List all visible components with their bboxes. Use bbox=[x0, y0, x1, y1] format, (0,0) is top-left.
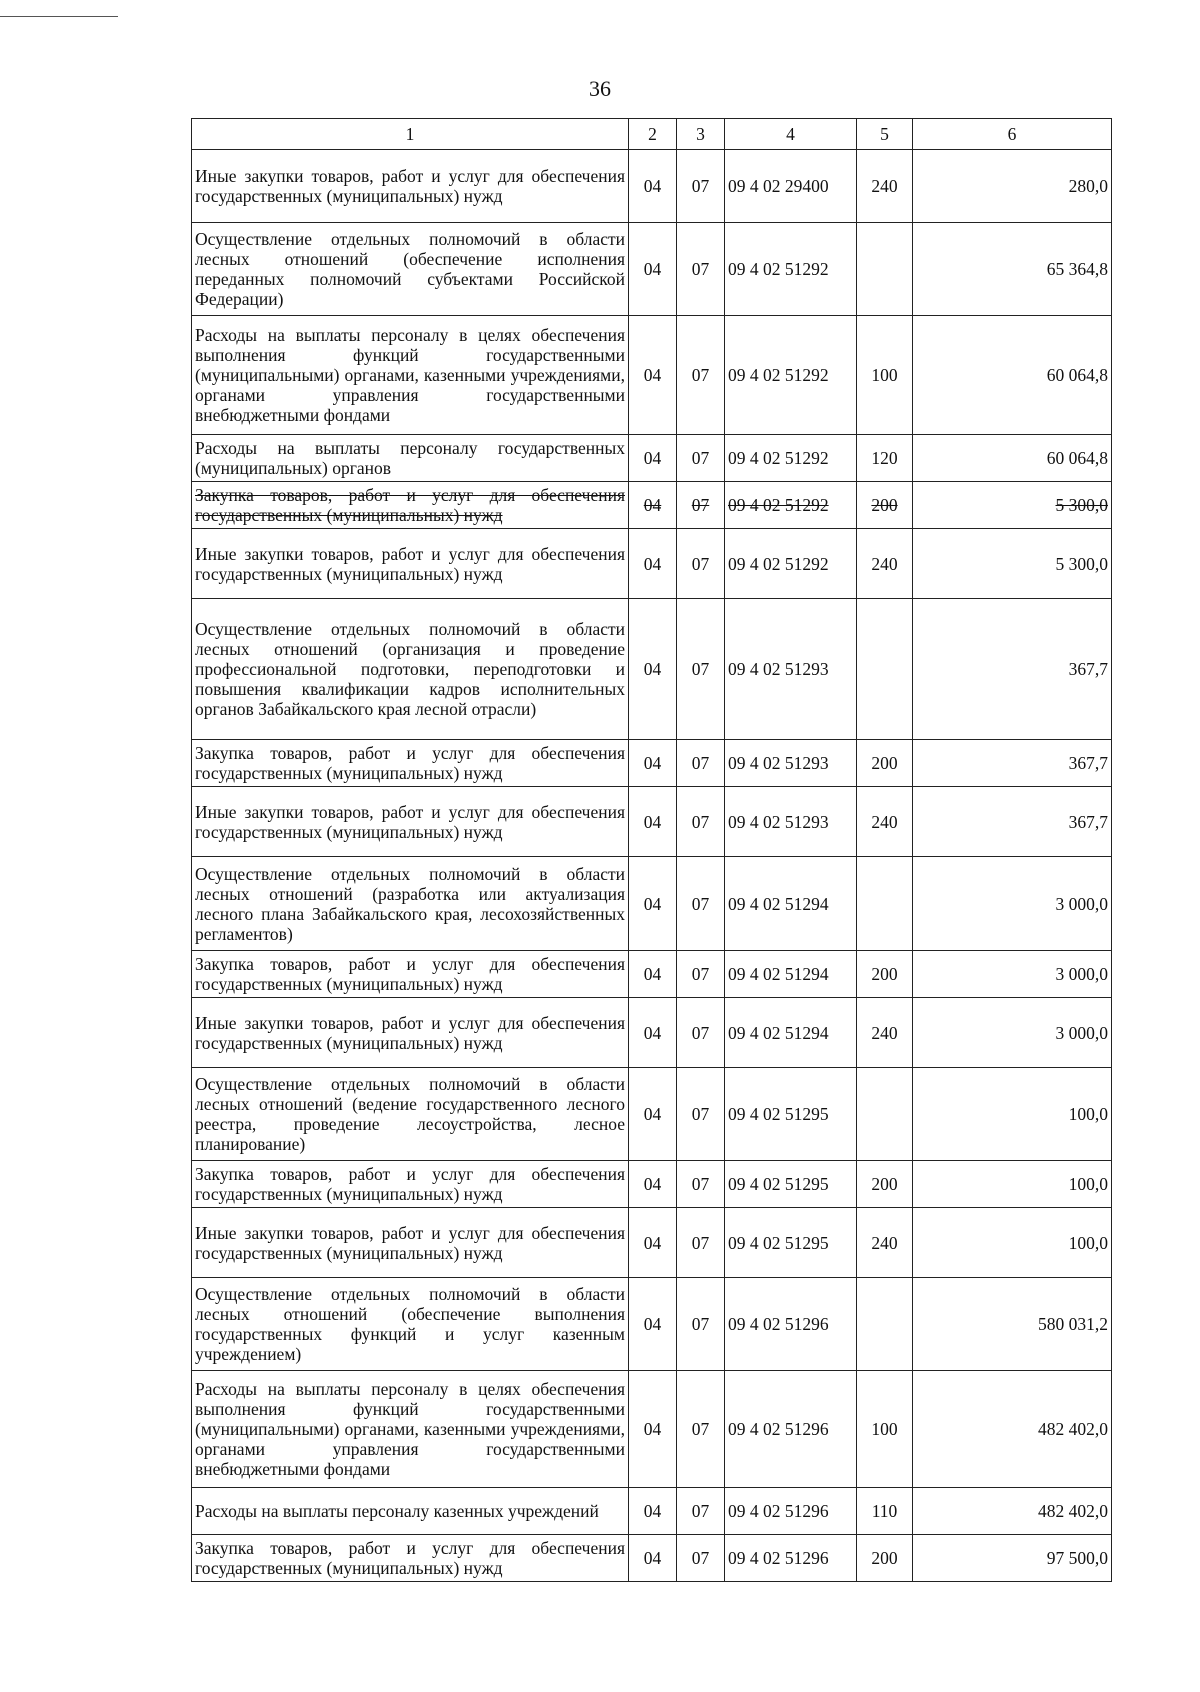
header-cell: 5 bbox=[857, 119, 913, 150]
expense-type-code bbox=[857, 223, 913, 316]
expense-name: Осуществление отдельных полномочий в области лесных отношений (ведение государственного лесного реестра, проведение лесоустройства, лесное планирование) bbox=[192, 1068, 629, 1161]
header-cell: 3 bbox=[677, 119, 725, 150]
target-article-code: 09 4 02 51295 bbox=[725, 1208, 857, 1278]
target-article-code: 09 4 02 51296 bbox=[725, 1278, 857, 1371]
expense-name: Иные закупки товаров, работ и услуг для обеспечения государственных (муниципальных) нужд bbox=[192, 998, 629, 1068]
subsection-code: 07 bbox=[677, 482, 725, 529]
expense-type-code bbox=[857, 1278, 913, 1371]
section-code: 04 bbox=[629, 740, 677, 787]
expense-name: Осуществление отдельных полномочий в области лесных отношений (организация и проведение профессиональной подготовки, переподготовки и повышения квалификации кадров исполнительных органов Забайкальского края лесной отрасли) bbox=[192, 599, 629, 740]
expense-type-code: 200 bbox=[857, 482, 913, 529]
target-article-code: 09 4 02 51292 bbox=[725, 316, 857, 435]
expense-type-code: 240 bbox=[857, 1208, 913, 1278]
subsection-code: 07 bbox=[677, 529, 725, 599]
subsection-code: 07 bbox=[677, 1068, 725, 1161]
expense-name: Расходы на выплаты персоналу государственных (муниципальных) органов bbox=[192, 435, 629, 482]
expense-type-code: 240 bbox=[857, 787, 913, 857]
target-article-code: 09 4 02 51296 bbox=[725, 1371, 857, 1488]
amount: 367,7 bbox=[913, 599, 1112, 740]
section-code: 04 bbox=[629, 1208, 677, 1278]
header-cell: 4 bbox=[725, 119, 857, 150]
header-cell: 2 bbox=[629, 119, 677, 150]
amount: 65 364,8 bbox=[913, 223, 1112, 316]
expense-type-code: 200 bbox=[857, 1535, 913, 1582]
expense-type-code: 240 bbox=[857, 150, 913, 223]
expense-name: Закупка товаров, работ и услуг для обеспечения государственных (муниципальных) нужд bbox=[192, 740, 629, 787]
amount: 482 402,0 bbox=[913, 1488, 1112, 1535]
subsection-code: 07 bbox=[677, 1371, 725, 1488]
target-article-code: 09 4 02 51293 bbox=[725, 599, 857, 740]
target-article-code: 09 4 02 51292 bbox=[725, 435, 857, 482]
section-code: 04 bbox=[629, 1068, 677, 1161]
amount: 482 402,0 bbox=[913, 1371, 1112, 1488]
subsection-code: 07 bbox=[677, 1535, 725, 1582]
table-row bbox=[192, 1208, 1112, 1278]
scan-edge-line bbox=[0, 16, 118, 17]
amount: 60 064,8 bbox=[913, 316, 1112, 435]
expense-name: Иные закупки товаров, работ и услуг для обеспечения государственных (муниципальных) нужд bbox=[192, 1208, 629, 1278]
target-article-code: 09 4 02 51293 bbox=[725, 787, 857, 857]
table-header-row bbox=[192, 119, 1112, 150]
table-row bbox=[192, 740, 1112, 787]
subsection-code: 07 bbox=[677, 1161, 725, 1208]
table-row bbox=[192, 787, 1112, 857]
subsection-code: 07 bbox=[677, 740, 725, 787]
table-row bbox=[192, 316, 1112, 435]
subsection-code: 07 bbox=[677, 787, 725, 857]
expense-name: Осуществление отдельных полномочий в области лесных отношений (обеспечение выполнения государственных функций и услуг казенным учреждением) bbox=[192, 1278, 629, 1371]
expense-name: Закупка товаров, работ и услуг для обеспечения государственных (муниципальных) нужд bbox=[192, 482, 629, 529]
amount: 3 000,0 bbox=[913, 857, 1112, 951]
section-code: 04 bbox=[629, 150, 677, 223]
expense-type-code bbox=[857, 599, 913, 740]
subsection-code: 07 bbox=[677, 998, 725, 1068]
amount: 580 031,2 bbox=[913, 1278, 1112, 1371]
table-row bbox=[192, 857, 1112, 951]
table-row bbox=[192, 150, 1112, 223]
subsection-code: 07 bbox=[677, 150, 725, 223]
section-code: 04 bbox=[629, 951, 677, 998]
target-article-code: 09 4 02 51295 bbox=[725, 1068, 857, 1161]
expense-name: Закупка товаров, работ и услуг для обеспечения государственных (муниципальных) нужд bbox=[192, 1535, 629, 1582]
section-code: 04 bbox=[629, 482, 677, 529]
subsection-code: 07 bbox=[677, 857, 725, 951]
header-cell: 6 bbox=[913, 119, 1112, 150]
amount: 97 500,0 bbox=[913, 1535, 1112, 1582]
target-article-code: 09 4 02 51296 bbox=[725, 1535, 857, 1582]
subsection-code: 07 bbox=[677, 1278, 725, 1371]
expense-name: Иные закупки товаров, работ и услуг для обеспечения государственных (муниципальных) нужд bbox=[192, 529, 629, 599]
expense-type-code: 100 bbox=[857, 316, 913, 435]
expense-type-code: 110 bbox=[857, 1488, 913, 1535]
amount: 60 064,8 bbox=[913, 435, 1112, 482]
budget-table bbox=[191, 118, 1112, 1582]
target-article-code: 09 4 02 51294 bbox=[725, 998, 857, 1068]
expense-name: Иные закупки товаров, работ и услуг для обеспечения государственных (муниципальных) нужд bbox=[192, 150, 629, 223]
table-row bbox=[192, 998, 1112, 1068]
target-article-code: 09 4 02 51295 bbox=[725, 1161, 857, 1208]
subsection-code: 07 bbox=[677, 599, 725, 740]
section-code: 04 bbox=[629, 787, 677, 857]
table-row bbox=[192, 1278, 1112, 1371]
amount: 5 300,0 bbox=[913, 482, 1112, 529]
target-article-code: 09 4 02 51293 bbox=[725, 740, 857, 787]
expense-type-code bbox=[857, 1068, 913, 1161]
table-row bbox=[192, 1371, 1112, 1488]
section-code: 04 bbox=[629, 857, 677, 951]
amount: 100,0 bbox=[913, 1208, 1112, 1278]
section-code: 04 bbox=[629, 529, 677, 599]
expense-type-code: 120 bbox=[857, 435, 913, 482]
expense-type-code bbox=[857, 857, 913, 951]
table-row bbox=[192, 1488, 1112, 1535]
expense-name: Расходы на выплаты персоналу казенных учреждений bbox=[192, 1488, 629, 1535]
subsection-code: 07 bbox=[677, 435, 725, 482]
section-code: 04 bbox=[629, 1488, 677, 1535]
amount: 100,0 bbox=[913, 1068, 1112, 1161]
amount: 367,7 bbox=[913, 787, 1112, 857]
table-row bbox=[192, 1535, 1112, 1582]
page-number: 36 bbox=[589, 76, 611, 101]
expense-type-code: 240 bbox=[857, 529, 913, 599]
expense-type-code: 200 bbox=[857, 1161, 913, 1208]
header-cell: 1 bbox=[192, 119, 629, 150]
subsection-code: 07 bbox=[677, 223, 725, 316]
amount: 367,7 bbox=[913, 740, 1112, 787]
section-code: 04 bbox=[629, 435, 677, 482]
section-code: 04 bbox=[629, 1161, 677, 1208]
target-article-code: 09 4 02 51296 bbox=[725, 1488, 857, 1535]
subsection-code: 07 bbox=[677, 951, 725, 998]
target-article-code: 09 4 02 51292 bbox=[725, 529, 857, 599]
expense-name: Иные закупки товаров, работ и услуг для обеспечения государственных (муниципальных) нужд bbox=[192, 787, 629, 857]
target-article-code: 09 4 02 29400 bbox=[725, 150, 857, 223]
section-code: 04 bbox=[629, 1278, 677, 1371]
section-code: 04 bbox=[629, 1371, 677, 1488]
section-code: 04 bbox=[629, 223, 677, 316]
section-code: 04 bbox=[629, 998, 677, 1068]
section-code: 04 bbox=[629, 599, 677, 740]
section-code: 04 bbox=[629, 316, 677, 435]
expense-name: Осуществление отдельных полномочий в области лесных отношений (разработка или актуализация лесного плана Забайкальского края, лесохозяйственных регламентов) bbox=[192, 857, 629, 951]
expense-name: Расходы на выплаты персоналу в целях обеспечения выполнения функций государственными (муниципальными) органами, казенными учреждениями, органами управления государственными внебюджетными фондами bbox=[192, 1371, 629, 1488]
subsection-code: 07 bbox=[677, 1488, 725, 1535]
table-row bbox=[192, 529, 1112, 599]
amount: 5 300,0 bbox=[913, 529, 1112, 599]
target-article-code: 09 4 02 51294 bbox=[725, 951, 857, 998]
table-row bbox=[192, 223, 1112, 316]
subsection-code: 07 bbox=[677, 1208, 725, 1278]
expense-type-code: 200 bbox=[857, 951, 913, 998]
section-code: 04 bbox=[629, 1535, 677, 1582]
expense-name: Осуществление отдельных полномочий в области лесных отношений (обеспечение исполнения переданных полномочий субъектами Российской Федерации) bbox=[192, 223, 629, 316]
table-row bbox=[192, 1068, 1112, 1161]
target-article-code: 09 4 02 51292 bbox=[725, 223, 857, 316]
expense-name: Закупка товаров, работ и услуг для обеспечения государственных (муниципальных) нужд bbox=[192, 951, 629, 998]
table-row bbox=[192, 599, 1112, 740]
subsection-code: 07 bbox=[677, 316, 725, 435]
amount: 280,0 bbox=[913, 150, 1112, 223]
amount: 3 000,0 bbox=[913, 951, 1112, 998]
table-row bbox=[192, 482, 1112, 529]
amount: 3 000,0 bbox=[913, 998, 1112, 1068]
expense-type-code: 240 bbox=[857, 998, 913, 1068]
expense-type-code: 200 bbox=[857, 740, 913, 787]
expense-name: Расходы на выплаты персоналу в целях обеспечения выполнения функций государственными (муниципальными) органами, казенными учреждениями, органами управления государственными внебюджетными фондами bbox=[192, 316, 629, 435]
expense-type-code: 100 bbox=[857, 1371, 913, 1488]
target-article-code: 09 4 02 51292 bbox=[725, 482, 857, 529]
amount: 100,0 bbox=[913, 1161, 1112, 1208]
expense-name: Закупка товаров, работ и услуг для обеспечения государственных (муниципальных) нужд bbox=[192, 1161, 629, 1208]
target-article-code: 09 4 02 51294 bbox=[725, 857, 857, 951]
table-row bbox=[192, 435, 1112, 482]
table-row bbox=[192, 1161, 1112, 1208]
table-row bbox=[192, 951, 1112, 998]
